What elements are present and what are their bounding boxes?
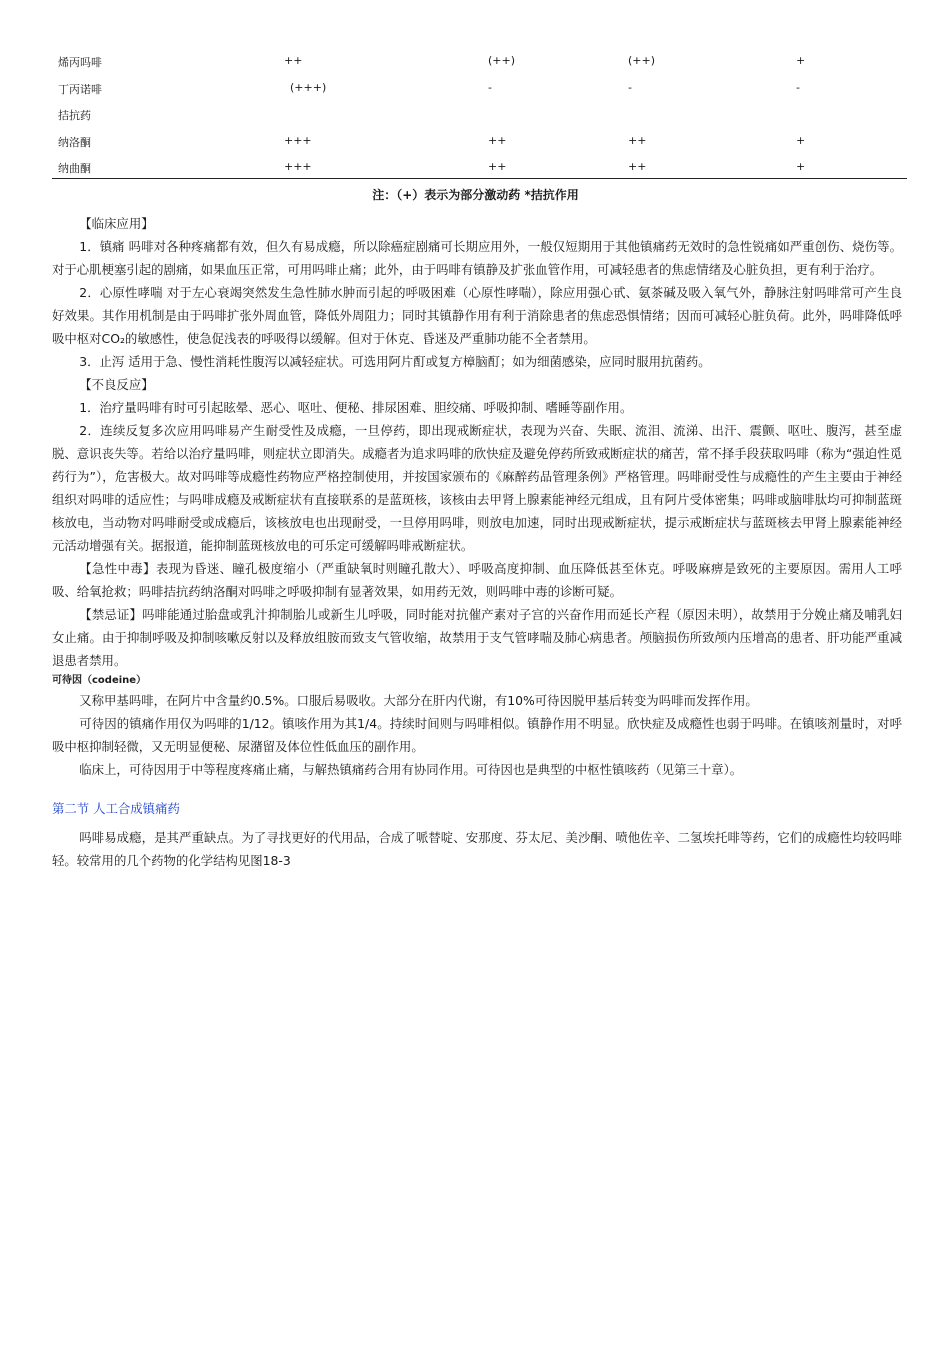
paragraph: 【急性中毒】表现为昏迷、瞳孔极度缩小（严重缺氧时则瞳孔散大）、呼吸高度抑制、血压降低甚至休克。呼吸麻痹是致死的主要原因。需用人工呼吸、给氧抢救；吗啡拮抗药纳洛酮对吗啡之呼吸抑制有显著效果，如用药无效，则吗啡中毒的诊断可疑。 xyxy=(52,561,902,599)
drug-name: 纳曲酮 xyxy=(58,162,91,175)
table-cell: (+++) xyxy=(290,80,327,94)
drug-category: 拮抗药 xyxy=(58,109,91,122)
table-cell: (++) xyxy=(628,54,656,67)
table-cell: + xyxy=(796,54,806,67)
paragraph: 3．止泻 适用于急、慢性消耗性腹泻以减轻症状。可选用阿片酊或复方樟脑酊；如为细菌感染，应同时服用抗菌药。 xyxy=(79,354,711,369)
paragraph: 又称甲基吗啡，在阿片中含量约0.5%。口服后易吸收。大部分在肝内代谢，有10%可待因脱甲基后转变为吗啡而发挥作用。 xyxy=(79,693,758,708)
drug-name: 丁丙诺啡 xyxy=(58,82,102,96)
table-row xyxy=(52,154,907,181)
table-cell: +++ xyxy=(284,160,312,173)
table-row xyxy=(52,48,907,75)
table-bottom-rule xyxy=(52,178,907,179)
table-cell: ++ xyxy=(488,133,507,147)
drug-name: 烯丙吗啡 xyxy=(58,56,102,69)
table-cell: ++ xyxy=(284,54,303,67)
clinical-use-heading: 【临床应用】 xyxy=(79,216,154,231)
paragraph: 临床上，可待因用于中等程度疼痛止痛，与解热镇痛药合用有协同作用。可待因也是典型的中枢性镇咳药（见第三十章）。 xyxy=(79,762,743,777)
paragraph: 2．心原性哮喘 对于左心衰竭突然发生急性肺水肿而引起的呼吸困难（心原性哮喘），除应用强心甙、氨茶碱及吸入氧气外，静脉注射吗啡常可产生良好效果。其作用机制是由于吗啡扩张外周血管，降低外周阻力；同时其镇静作用有利于消除患者的焦虑恐惧情绪；因而可减轻心脏负荷。此外，吗啡降低呼吸中枢对CO₂的敏感性，使急促浅表的呼吸得以缓解。但对于休克、昏迷及严重肺功能不全者禁用。 xyxy=(52,285,902,346)
paragraph: 1．治疗量吗啡有时可引起眩晕、恶心、呕吐、便秘、排尿困难、胆绞痛、呼吸抑制、嗜睡等副作用。 xyxy=(79,400,633,415)
table-cell: + xyxy=(796,160,806,173)
table-cell: +++ xyxy=(284,133,312,147)
table-cell: ++ xyxy=(628,133,647,147)
table-cell: (++) xyxy=(488,54,516,67)
drug-name: 纳洛酮 xyxy=(58,135,91,149)
table-cell: - xyxy=(628,80,632,94)
article-body xyxy=(52,212,902,872)
section-heading: 第二节 人工合成镇痛药 xyxy=(52,801,180,816)
table-row xyxy=(52,75,907,102)
codeine-heading: 可待因（codeine） xyxy=(52,675,147,686)
table-cell: ++ xyxy=(628,160,647,173)
table-note: 注：（+）表示为部分激动药 *拮抗作用 xyxy=(372,188,579,202)
adverse-reactions-heading: 【不良反应】 xyxy=(79,377,154,392)
table-row xyxy=(52,128,907,155)
paragraph: 1．镇痛 吗啡对各种疼痛都有效，但久有易成瘾，所以除癌症剧痛可长期应用外，一般仅短期用于其他镇痛药无效时的急性锐痛如严重创伤、烧伤等。对于心肌梗塞引起的剧痛，如果血压正常，可用吗啡止痛；此外，由于吗啡有镇静及扩张血管作用，可减轻患者的焦虑情绪及心脏负担，更有利于治疗。 xyxy=(52,239,902,277)
table-row xyxy=(52,101,907,128)
paragraph: 2．连续反复多次应用吗啡易产生耐受性及成瘾，一旦停药，即出现戒断症状，表现为兴奋、失眠、流泪、流涕、出汗、震颤、呕吐、腹泻，甚至虚脱、意识丧失等。若给以治疗量吗啡，则症状立即消失。成瘾者为追求吗啡的欣快症及避免停药所致戒断症状的痛苦，常不择手段获取吗啡（称为“强迫性觅药行为”），危害极大。故对吗啡等成瘾性药物应严格控制使用，并按国家颁布的《麻醉药品管理条例》严格管理。吗啡耐受性与成瘾性的产生主要由于神经组织对吗啡的适应性；与吗啡成瘾及戒断症状有直接联系的是蓝斑核，该核由去甲肾上腺素能神经元组成，且有阿片受体密集；吗啡或脑啡肽均可抑制蓝斑核放电，当动物对吗啡耐受或成瘾后，该核放电也出现耐受，一旦停用吗啡，则放电加速，同时出现戒断症状，提示戒断症状与蓝斑核去甲肾上腺素能神经元活动增强有关。据报道，能抑制蓝斑核放电的可乐定可缓解吗啡戒断症状。 xyxy=(52,423,902,553)
paragraph: 可待因的镇痛作用仅为吗啡的1/12。镇咳作用为其1/4。持续时间则与吗啡相似。镇静作用不明显。欣快症及成瘾性也弱于吗啡。在镇咳剂量时，对呼吸中枢抑制轻微，又无明显便秘、尿潴留及体位性低血压的副作用。 xyxy=(52,716,902,754)
table-cell: - xyxy=(796,80,800,94)
table-cell: + xyxy=(796,133,806,147)
paragraph: 吗啡易成瘾，是其严重缺点。为了寻找更好的代用品，合成了哌替啶、安那度、芬太尼、美沙酮、喷他佐辛、二氢埃托啡等药，它们的成瘾性均较吗啡轻。较常用的几个药物的化学结构见图18-3 xyxy=(52,830,902,868)
opioid-activity-table xyxy=(52,48,907,181)
paragraph: 【禁忌证】吗啡能通过胎盘或乳汁抑制胎儿或新生儿呼吸，同时能对抗催产素对子宫的兴奋作用而延长产程（原因未明），故禁用于分娩止痛及哺乳妇女止痛。由于抑制呼吸及抑制咳嗽反射以及释放组胺而致支气管收缩，故禁用于支气管哮喘及肺心病患者。颅脑损伤所致颅内压增高的患者、肝功能严重减退患者禁用。 xyxy=(52,607,902,668)
table-cell: ++ xyxy=(488,160,507,173)
table-cell: - xyxy=(488,80,492,94)
